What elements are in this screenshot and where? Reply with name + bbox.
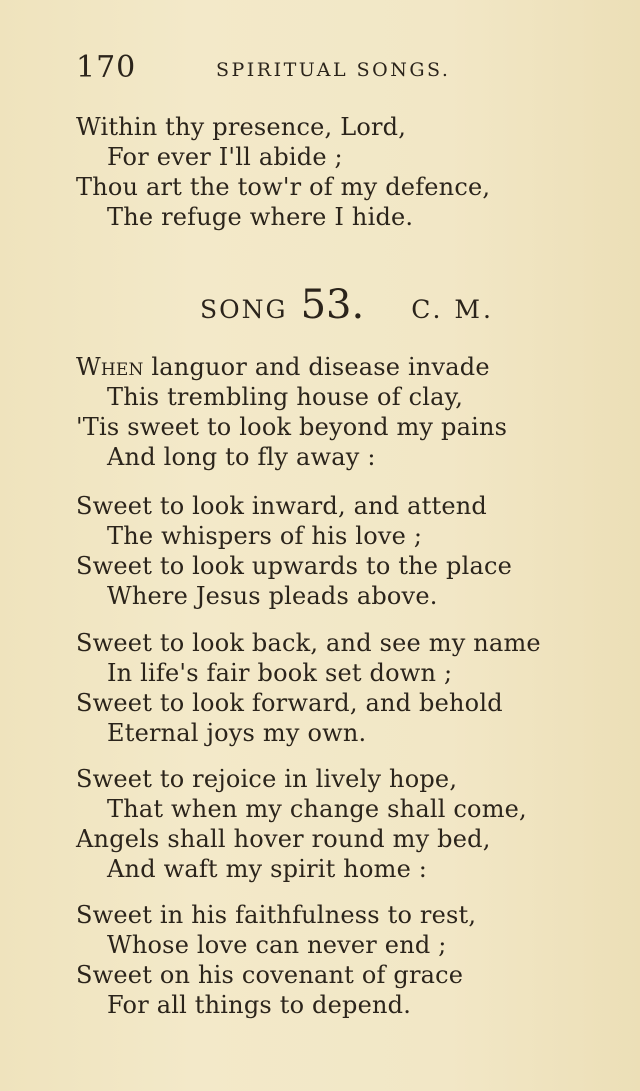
verse-line: Sweet to rejoice in lively hope, xyxy=(76,765,458,793)
verse-line: For ever I'll abide ; xyxy=(107,143,343,171)
verse-line: Eternal joys my own. xyxy=(107,719,367,747)
verse-line: Sweet in his faithfulness to rest, xyxy=(76,901,477,929)
stanza-3 xyxy=(76,628,616,748)
running-title: SPIRITUAL SONGS. xyxy=(216,59,451,81)
verse-line: Sweet to look forward, and behold xyxy=(76,689,503,717)
verse-line: Sweet to look back, and see my name xyxy=(76,629,541,657)
verse-line: The whispers of his love ; xyxy=(107,522,423,550)
stanza-4 xyxy=(76,764,616,884)
page-header xyxy=(76,50,596,90)
verse-line: Within thy presence, Lord, xyxy=(76,113,407,141)
verse-line: Where Jesus pleads above. xyxy=(107,582,438,610)
song-heading xyxy=(200,282,520,332)
verse-line: That when my change shall come, xyxy=(107,795,527,823)
verse-line: And waft my spirit home : xyxy=(107,855,428,883)
stanza-continued xyxy=(76,112,616,232)
song-number: 53. xyxy=(300,282,365,328)
song-label: SONG xyxy=(200,295,288,324)
song-meter: C. M. xyxy=(411,295,494,324)
verse-line: Sweet to look upwards to the place xyxy=(76,552,513,580)
stanza-2 xyxy=(76,491,616,611)
verse-line: For all things to depend. xyxy=(107,991,412,1019)
stanza-1 xyxy=(76,352,616,472)
verse-line: In life's fair book set down ; xyxy=(107,659,453,687)
verse-line-text: languor and disease invade xyxy=(151,353,490,381)
verse-line: This trembling house of clay, xyxy=(107,383,464,411)
verse-line: Thou art the tow'r of my defence, xyxy=(76,173,491,201)
verse-line xyxy=(76,352,616,382)
first-word: When xyxy=(76,353,144,381)
verse-line: Angels shall hover round my bed, xyxy=(76,825,491,853)
verse-line: Whose love can never end ; xyxy=(107,931,447,959)
verse-line: The refuge where I hide. xyxy=(107,203,414,231)
page-number: 170 xyxy=(76,50,137,85)
verse-line: Sweet on his covenant of grace xyxy=(76,961,464,989)
stanza-5 xyxy=(76,900,616,1020)
verse-line: And long to fly away : xyxy=(107,443,376,471)
verse-line: Sweet to look inward, and attend xyxy=(76,492,487,520)
verse-line: 'Tis sweet to look beyond my pains xyxy=(76,413,508,441)
